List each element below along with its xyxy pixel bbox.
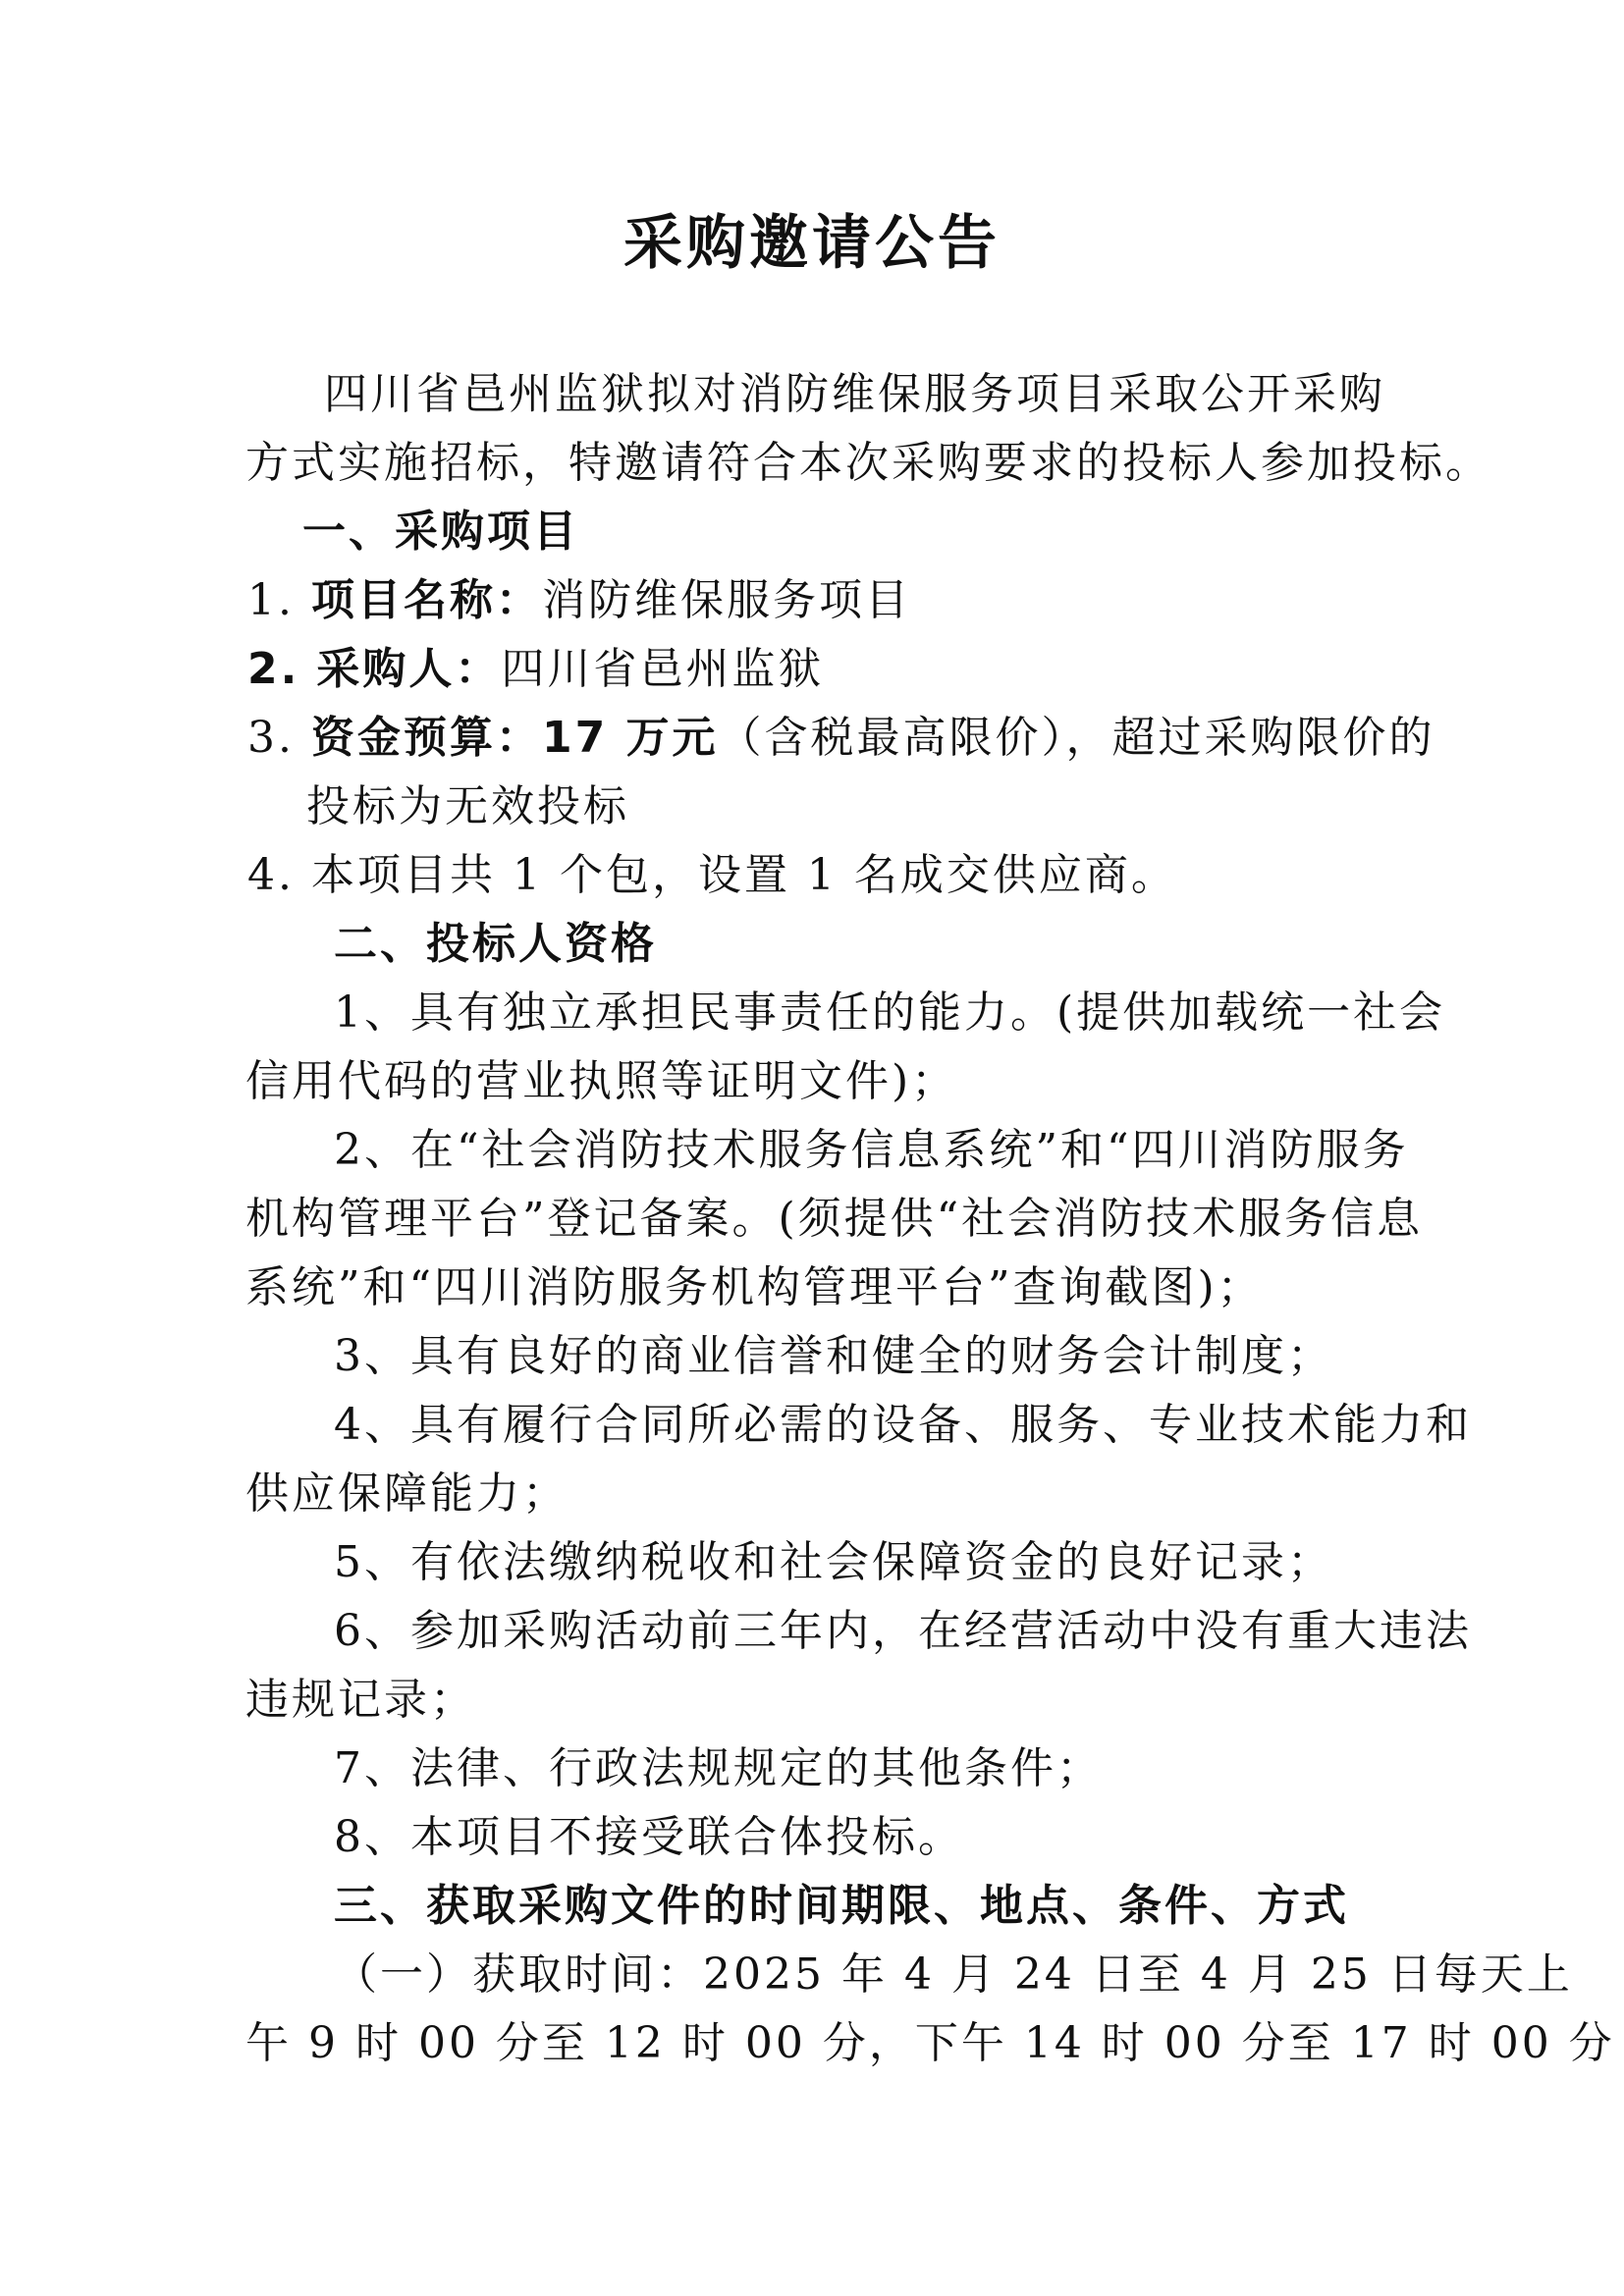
item-2-number: 2. [247,644,300,694]
qualification-line: 6、参加采购活动前三年内，在经营活动中没有重大违法 [334,1606,1472,1656]
item-1-number: 1. [247,575,295,625]
qualification-line: 系统”和“四川消防服务机构管理平台”查询截图)； [245,1262,1264,1312]
intro-line-2: 方式实施招标，特邀请符合本次采购要求的投标人参加投标。 [245,438,1491,488]
item-4-value: 本项目共 1 个包，设置 1 名成交供应商。 [310,850,1177,900]
qualification-line: 4、具有履行合同所必需的设备、服务、专业技术能力和 [334,1400,1472,1450]
item-4 [247,846,1177,905]
document-title: 采购邀请公告 [623,209,1001,278]
qualification-line: 1、具有独立承担民事责任的能力。(提供加载统一社会 [334,988,1446,1038]
acquisition-time-line: 午 9 时 00 分至 12 时 00 分，下午 14 时 00 分至 17 时 00 分 [245,2018,1615,2068]
intro-line-1: 四川省邑州监狱拟对消防维保服务项目采取公开采购 [324,369,1385,419]
qualification-line: 供应保障能力； [245,1468,568,1519]
item-3-label: 资金预算：17 万元 [310,713,719,763]
qualification-line: 7、法律、行政法规规定的其他条件； [334,1743,1103,1793]
qualification-line: 信用代码的营业执照等证明文件)； [245,1056,958,1106]
qualification-line: 违规记录； [245,1675,476,1725]
item-4-number: 4. [247,850,295,900]
item-3-continuation: 投标为无效投标 [306,781,629,831]
qualification-line: 8、本项目不接受联合体投标。 [334,1812,964,1862]
acquisition-time-line: （一）获取时间：2025 年 4 月 24 日至 4 月 25 日每天上 [334,1949,1573,2000]
item-2 [247,640,824,699]
item-3-number: 3. [247,713,295,763]
item-2-label: 采购人： [316,644,502,694]
section-1-heading: 一、采购项目 [302,507,579,557]
item-1 [247,571,911,630]
section-2-heading: 二、投标人资格 [334,919,657,969]
item-1-label: 项目名称： [310,575,542,625]
item-2-value: 四川省邑州监狱 [501,644,825,694]
qualification-line: 5、有依法缴纳税收和社会保障资金的良好记录； [334,1537,1333,1587]
item-1-value: 消防维保服务项目 [541,575,911,625]
qualification-line: 机构管理平台”登记备案。(须提供“社会消防技术服务信息 [245,1194,1424,1244]
qualification-line: 2、在“社会消防技术服务信息系统”和“四川消防服务 [334,1125,1409,1175]
item-3-value: （含税最高限价），超过采购限价的 [718,713,1435,763]
section-3-heading: 三、获取采购文件的时间期限、地点、条件、方式 [334,1881,1349,1931]
item-3 [247,709,1435,768]
qualification-line: 3、具有良好的商业信誉和健全的财务会计制度； [334,1331,1333,1381]
